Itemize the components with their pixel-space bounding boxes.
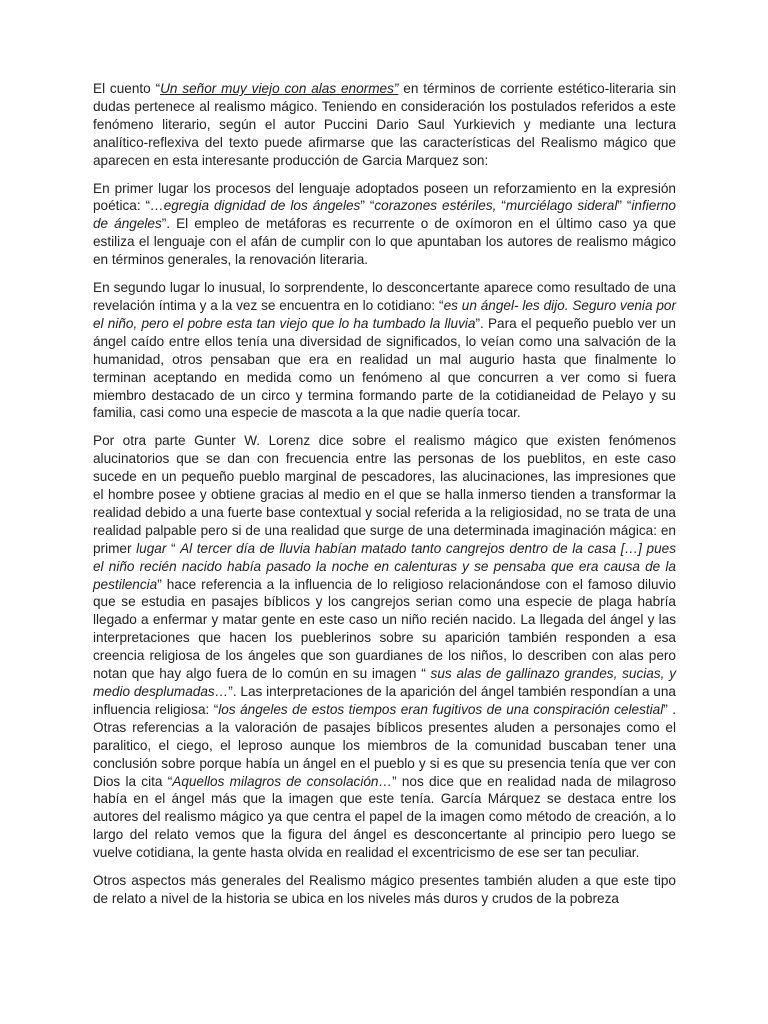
text-run: es un ángel- les dijo. Seguro venia por el niño, pero el pobre esta tan viejo que lo ha tumbado la lluvia [93,297,677,331]
text-run: ” . Otras referencias a la valoración de pasajes bíblicos presentes aluden a personajes como el paralitico, el ciego, el leproso aunque los miembros de la comunidad buscaban tener una conclusión sobre porque había un ángel en el pueblo y si es que su presencia tenía que ver con Dios la cita “ [93,701,676,789]
text-run: Un señor muy viejo con alas enormes” [160,81,399,96]
text-run: ”. Para el pequeño pueblo ver un ángel caído entre ellos tenía una diversidad de significados, lo veían como una salvación de la humanidad, otros pensaban que era en realidad un mal augurio hasta que finalmente lo terminan aceptando en medida como un fenómeno al que concurren a ver como si fuera miembro destacado de un circo y termina formando parte de la cotidianeidad de Pelayo y su familia, casi como una especie de mascota a la que nadie quería tocar. [93,315,676,421]
paragraph-lorenz [93,432,676,862]
paragraph-other-aspects [93,872,676,908]
text-run: Otros aspectos más generales del Realismo mágico presentes también aluden a que este tipo de relato a nivel de la historia se ubica en los niveles más duros y crudos de la pobreza [93,873,676,906]
text-run: ” “ [360,198,375,214]
text-run: sus alas de gallinazo grandes, sucias, y medio desplumadas… [93,666,676,699]
text-run: En primer lugar los procesos del lenguaje adoptados poseen un reforzamiento en la expresión poética: “ [93,180,676,214]
text-run: “ [166,540,181,556]
paragraph-unusual [93,279,676,422]
text-run: …egregia dignidad de los ángeles [150,198,361,214]
text-run: ”. El empleo de metáforas es recurrente o de oxímoron en el último caso ya que estiliza el lenguaje con el afán de cumplir con lo que apuntaban los autores de realismo mágico en términos generales, la renovación literaria. [93,216,677,268]
document-page [93,80,676,918]
text-run: infierno de ángeles [93,198,676,232]
text-run: “ [496,198,506,214]
text-run: lugar [136,540,167,556]
text-run: en términos de corriente estético-literaria sin dudas pertenece al realismo mágico. Teniendo en consideración los postulados referidos a este fenómeno literario, según el autor Puccini Dario Saul Yurkievich y mediante una lectura analítico-reflexiva del texto puede afirmarse que las características del Realismo mágico que aparecen en esta interesante producción de Garcia Marquez son: [93,81,677,168]
text-run: los ángeles de estos tiempos eran fugitivos de una conspiración celestial [218,701,664,717]
text-run: murciélago sideral [505,198,618,214]
text-run: El cuento “ [93,81,161,96]
text-run: corazones estériles, [374,198,497,214]
text-run: Por otra parte Gunter W. Lorenz dice sobre el realismo mágico que existen fenómenos alucinatorios que se dan con frecuencia entre las personas de los pueblitos, en este caso sucede en un pequeño pueblo marginal de pescadores, las alucinaciones, las impresiones que el hombre posee y obtiene gracias al medio en el que se halla inmerso tienden a transformar la realidad debido a una fuerte base contextual y social referida a la religiosidad, no se trata de una realidad palpable pero si de una realidad que surge de una determinada imaginación mágica: en primer [93,433,676,556]
paragraph-intro [93,80,676,170]
text-run: ” hace referencia a la influencia de lo religioso relacionándose con el famoso diluvio que se estudia en pasajes bíblicos y los cangrejos serian como una especie de plaga habría llegado a enfermar y matar gente en este caso un niño recién nacido. La llegada del ángel y las interpretaciones que hacen los pueblerinos sobre su aparición también responden a esa creencia religiosa de los ángeles que son guardianes de los niños, lo describen con alas pero notan que hay algo fuera de lo común en su imagen “ [93,576,676,682]
paragraph-language [93,180,676,270]
text-run: ” nos dice que en realidad nada de milagroso había en el ángel más que la imagen que este tenía. García Márquez se destaca entre los autores del realismo mágico ya que centra el papel de la imagen como método de creación, a lo largo del relato vemos que la figura del ángel es desconcertante al principio pero luego se vuelve cotidiana, la gente hasta olvida en realidad el excentricismo de ese ser tan peculiar. [93,773,676,861]
text-run: En segundo lugar lo inusual, lo sorprendente, lo desconcertante aparece como resultado de una revelación íntima y a la vez se encuentra en lo cotidiano: “ [93,280,676,313]
text-run: Aquellos milagros de consolación… [172,773,393,789]
text-run: ” “ [617,198,632,214]
text-run: ”. Las interpretaciones de la aparición del ángel también respondían a una influencia religiosa: “ [93,684,676,717]
text-run: Al tercer día de lluvia habían matado tanto cangrejos dentro de la casa […] pues el niño recién nacido había pasado la noche en calenturas y se pensaba que era causa de la pestilencia [93,540,676,592]
